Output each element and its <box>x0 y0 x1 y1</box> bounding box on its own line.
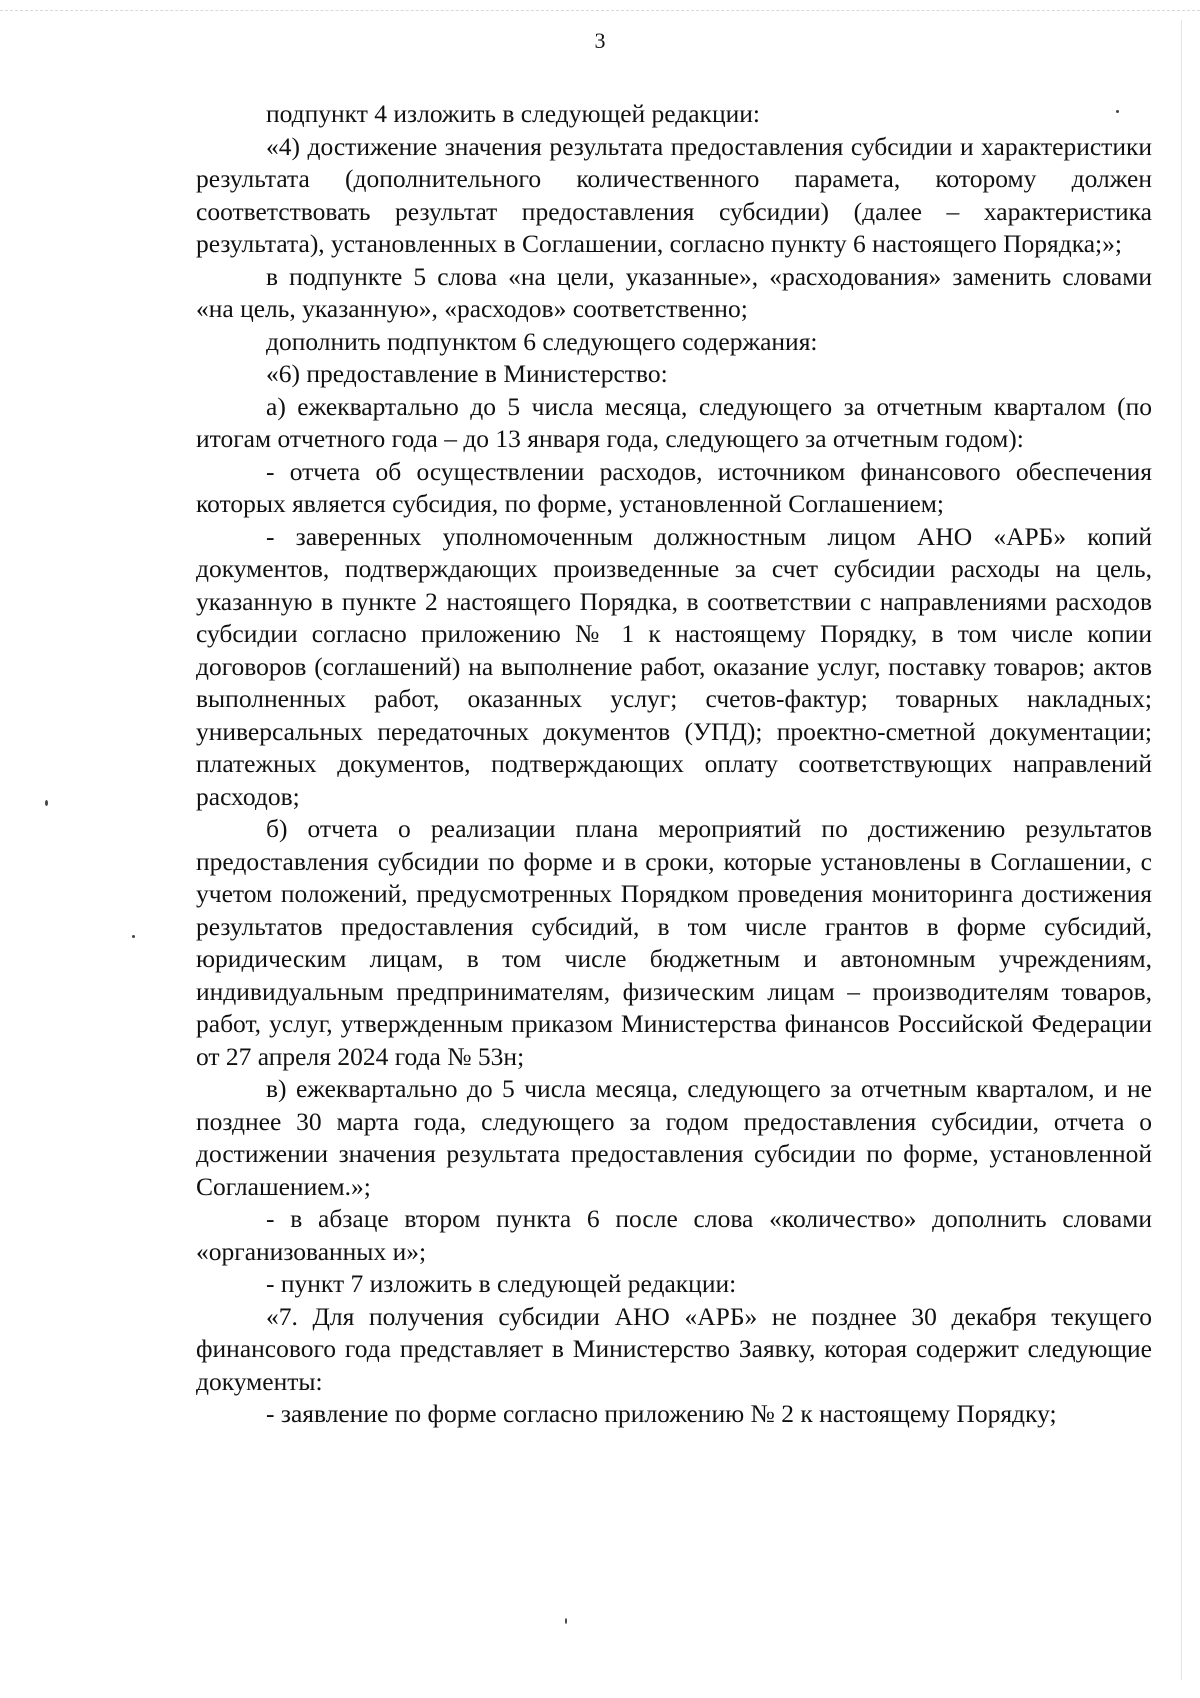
paragraph: а) ежеквартально до 5 числа месяца, следующего за отчетным кварталом (по итогам отчетного года – до 13 января года, следующего за отчетным годом): <box>196 391 1152 453</box>
paragraph: «7. Для получения субсидии АНО «АРБ» не позднее 30 декабря текущего финансового года представляет в Министерство Заявку, которая содержит следующие документы: <box>196 1301 1152 1396</box>
scan-speck <box>132 935 135 938</box>
paragraph: подпункт 4 изложить в следующей редакции: <box>266 99 760 128</box>
scan-speck <box>45 800 48 806</box>
paragraph: - в абзаце втором пункта 6 после слова «количество» дополнить словами «организованных и»; <box>196 1204 1152 1266</box>
document-body <box>196 98 1152 1431</box>
paragraph: - пункт 7 изложить в следующей редакции: <box>266 1269 737 1298</box>
paragraph: б) отчета о реализации плана мероприятий по достижению результатов предоставления субсидии по форме и в сроки, которые установлены в Соглашении, с учетом положений, предусмотренных Порядком проведения мониторинга достижения результатов предоставления субсидий, в том числе грантов в форме субсидий, юридическим лицам, в том числе бюджетным и автономным учреждениям, индивидуальным предпринимателям, физическим лицам – производителям товаров, работ, услуг, утвержденным приказом Министерства финансов Российской Федерации от 27 апреля 2024 года № 53н; <box>196 814 1152 1071</box>
scan-right-edge <box>1181 20 1182 1680</box>
paragraph: «6) предоставление в Министерство: <box>266 359 668 388</box>
paragraph: «4) достижение значения результата предоставления субсидии и характеристики результата (дополнительного количественного парамета, которому должен соответствовать результат предоставления субсидии) (далее – характеристика результата), установленных в Соглашении, согласно пункту 6 настоящего Порядка;»; <box>196 131 1152 258</box>
scan-top-edge <box>0 10 1200 17</box>
paragraph: дополнить подпунктом 6 следующего содержания: <box>266 326 818 356</box>
paragraph: в подпункте 5 слова «на цели, указанные», «расходования» заменить словами «на цель, указанную», «расходов» соответственно; <box>196 261 1152 323</box>
paragraph: в) ежеквартально до 5 числа месяца, следующего за отчетным кварталом, и не позднее 30 марта года, следующего за годом предоставления субсидии, отчета о достижении значения результата предоставления субсидии по форме, установленной Соглашением.»; <box>196 1074 1152 1201</box>
scan-speck <box>1116 110 1119 113</box>
paragraph: - отчета об осуществлении расходов, источником финансового обеспечения которых является субсидия, по форме, установленной Соглашением; <box>196 456 1152 518</box>
page-number: 3 <box>594 28 606 53</box>
paragraph: - заверенных уполномоченным должностным лицом АНО «АРБ» копий документов, подтверждающих произведенные за счет субсидии расходы на цель, указанную в пункте 2 настоящего Порядка, в соответствии с направлениями расходов субсидии согласно приложению № 1 к настоящему Порядку, в том числе копии договоров (соглашений) на выполнение работ, оказание услуг, поставку товаров; актов выполненных работ, оказанных услуг; счетов-фактур; товарных накладных; универсальных передаточных документов (УПД); проектно-сметной документации; платежных документов, подтверждающих оплату соответствующих направлений расходов; <box>196 521 1152 811</box>
scan-speck <box>565 1618 567 1624</box>
paragraph: - заявление по форме согласно приложению № 2 к настоящему Порядку; <box>266 1399 1057 1428</box>
